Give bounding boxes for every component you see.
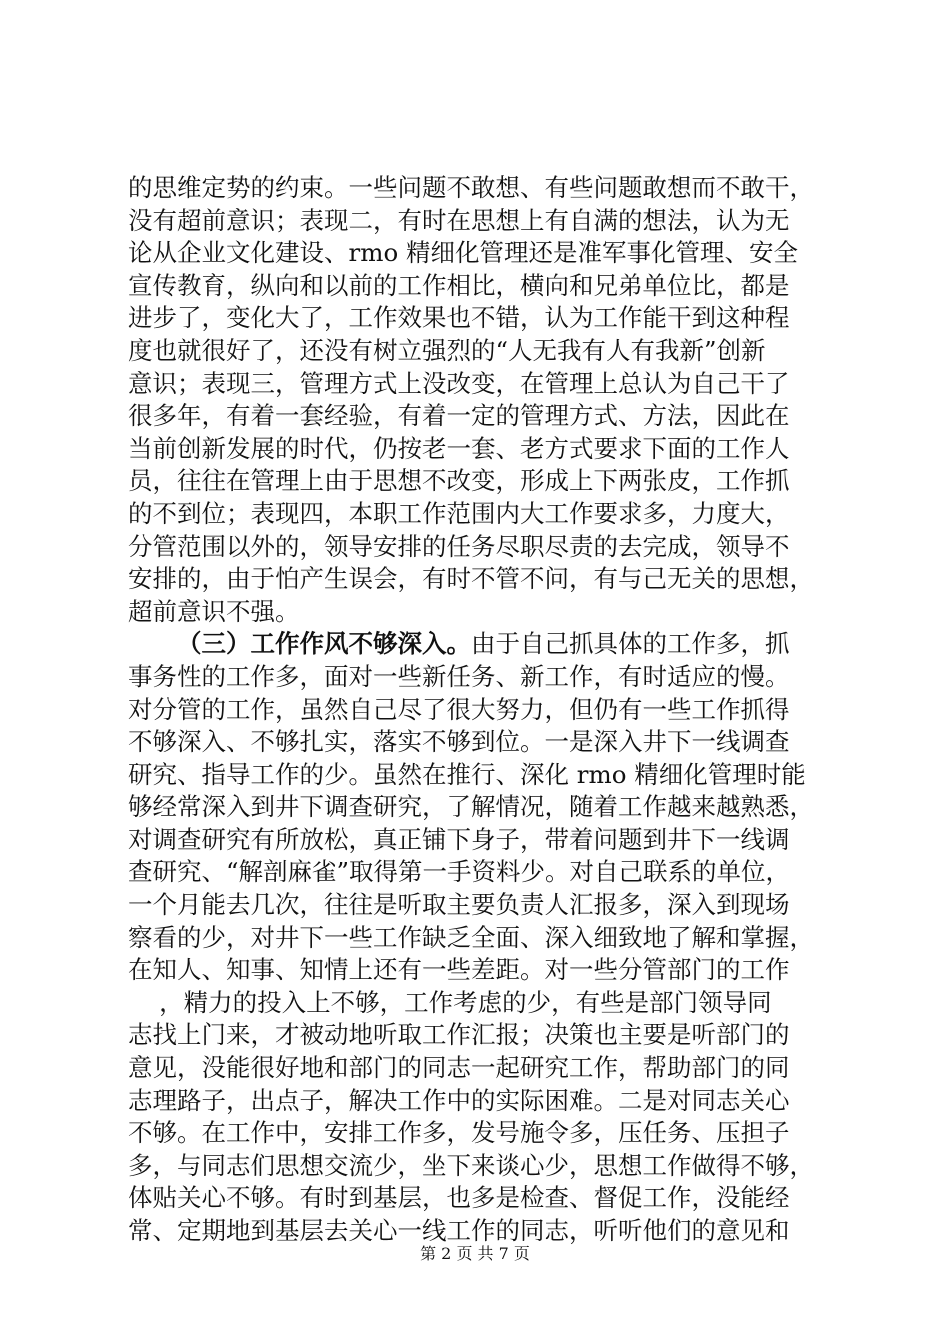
text-line: 没有超前意识；表现二，有时在思想上有自满的想法，认为无 [128, 205, 790, 235]
text-line: 意识；表现三，管理方式上没改变，在管理上总认为自己干了 [128, 368, 790, 398]
text-line: 够经常深入到井下调查研究，了解情况，随着工作越来越熟悉， [128, 792, 814, 822]
text-line: 论从企业文化建设、rmo 精细化管理还是准军事化管理、安全 [128, 238, 798, 268]
text-line: 对调查研究有所放松，真正铺下身子，带着问题到井下一线调 [128, 824, 790, 854]
text-line: 员，往往在管理上由于思想不改变，形成上下两张皮，工作抓 [128, 466, 790, 496]
text-line: ，精力的投入上不够，工作考虑的少，有些是部门领导同 [128, 987, 772, 1017]
text-line: 分管范围以外的，领导安排的任务尽职尽责的去完成，领导不 [128, 531, 790, 561]
text-line: 安排的，由于怕产生误会，有时不管不问，有与己无关的思想， [128, 564, 814, 594]
page-number: 第 2 页 共 7 页 [420, 1244, 530, 1263]
text-line: 察看的少，对井下一些工作缺乏全面、深入细致地了解和掌握， [128, 922, 814, 952]
text-line: 不够。在工作中，安排工作多，发号施令多，压任务、压担子 [128, 1118, 790, 1148]
text-line: 的不到位；表现四，本职工作范围内大工作要求多，力度大， [128, 498, 790, 528]
text-line: 常、定期地到基层去关心一线工作的同志，听听他们的意见和 [128, 1216, 790, 1245]
text-line: 当前创新发展的时代，仍按老一套、老方式要求下面的工作人 [128, 433, 790, 463]
text-line: 志找上门来，才被动地听取工作汇报；决策也主要是听部门的 [128, 1020, 790, 1050]
text-line: 查研究、“解剖麻雀”取得第一手资料少。对自己联系的单位， [128, 857, 791, 887]
document-body [128, 172, 828, 1248]
section-first-line [128, 628, 828, 661]
text-line: 研究、指导工作的少。虽然在推行、深化 rmo 精细化管理时能 [128, 759, 806, 789]
text-line: 对分管的工作，虽然自己尽了很大努力，但仍有一些工作抓得 [128, 694, 790, 724]
text-line: 不够深入、不够扎实，落实不够到位。一是深入井下一线调查 [128, 727, 790, 757]
text-line: 进步了，变化大了，工作效果也不错，认为工作能干到这种程 [128, 303, 790, 333]
text-line: 的思维定势的约束。一些问题不敢想、有些问题敢想而不敢干， [128, 173, 814, 202]
text-line: 一个月能去几次，往往是听取主要负责人汇报多，深入到现场 [128, 890, 790, 920]
text-line: 在知人、知事、知情上还有一些差距。对一些分管部门的工作 [128, 955, 790, 985]
text-line: 事务性的工作多，面对一些新任务、新工作，有时适应的慢。 [128, 661, 790, 691]
text-line: 多，与同志们思想交流少，坐下来谈心少，思想工作做得不够， [128, 1150, 814, 1180]
text-line: 意见，没能很好地和部门的同志一起研究工作，帮助部门的同 [128, 1053, 790, 1083]
text-line: 很多年，有着一套经验，有着一定的管理方式、方法，因此在 [128, 401, 790, 431]
section-first-line-text: 由于自己抓具体的工作多，抓 [471, 629, 790, 659]
text-line: 志理路子，出点子，解决工作中的实际困难。二是对同志关心 [128, 1085, 790, 1115]
text-line: 度也就很好了，还没有树立强烈的“人无我有人有我新”创新 [128, 335, 766, 365]
text-line: 超前意识不强。 [128, 596, 300, 626]
text-line: 体贴关心不够。有时到基层，也多是检查、督促工作，没能经 [128, 1183, 790, 1213]
section-heading: （三）工作作风不够深入。 [177, 629, 471, 659]
text-line: 宣传教育，纵向和以前的工作相比，横向和兄弟单位比，都是 [128, 270, 790, 300]
page-footer [0, 1244, 950, 1264]
